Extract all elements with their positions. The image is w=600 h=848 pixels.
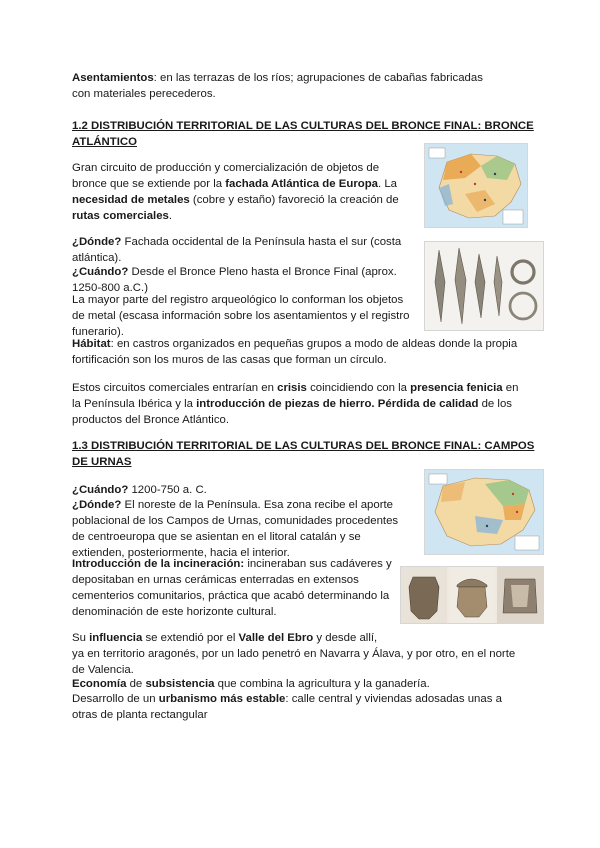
map-illustration bbox=[425, 144, 527, 227]
bronze-objects-illustration bbox=[425, 242, 543, 330]
atlantico-registro: La mayor parte del registro arqueológico lo conforman los objetos de metal (escasa información sobre los asentamientos y el registro funerario). bbox=[72, 294, 410, 338]
bronze-objects-image bbox=[424, 241, 544, 331]
atlantic-bronze-map-image bbox=[424, 143, 528, 228]
urnas-urbanismo: Desarrollo de un urbanismo más estable: calle central y viviendas adosadas unas a otras de planta rectangular bbox=[72, 693, 502, 721]
urn-photos-illustration bbox=[401, 567, 543, 623]
heading-line-1: 1.2 DISTRIBUCIÓN TERRITORIAL DE LAS CULTURAS DEL BRONCE FINAL: BRONCE bbox=[72, 120, 534, 132]
urnas-influencia-cont: ya en territorio aragonés, por un lado penetró en Navarra y Álava, y por otro, en el norte de Valencia. bbox=[72, 648, 516, 676]
atlantico-cuando: ¿Cuándo? Desde el Bronce Pleno hasta el Bronce Final (aprox. 1250-800 a.C.) bbox=[72, 266, 397, 294]
section-heading-urnas bbox=[72, 438, 534, 470]
atlantico-donde: ¿Dónde? Fachada occidental de la Península hasta el sur (costa atlántica). bbox=[72, 236, 402, 264]
urnas-influencia: Su influencia se extendió por el Valle del Ebro y desde allí, bbox=[72, 632, 378, 644]
heading-line-2: ATLÁNTICO bbox=[72, 136, 137, 148]
urnas-cuando: ¿Cuándo? 1200-750 a. C. bbox=[72, 484, 207, 496]
intro-term: Asentamientos bbox=[72, 72, 154, 84]
urn-photos-image bbox=[400, 566, 544, 624]
intro-paragraph bbox=[72, 70, 502, 102]
atlantico-intro-paragraph: Gran circuito de producción y comercialización de objetos de bronce que se extiende por la fachada Atlántica de Europa. La necesidad de metales (cobre y estaño) favoreció la creación de rutas comerciales. bbox=[72, 162, 399, 222]
heading-line-2: DE URNAS bbox=[72, 456, 132, 468]
atlantico-crisis-paragraph: Estos circuitos comerciales entrarían en crisis coincidiendo con la presencia fenicia en la Península Ibérica y la introducción de piezas de hierro. Pérdida de calidad de los productos del Bronce Atlántico. bbox=[72, 382, 519, 426]
urnfield-map-image bbox=[424, 469, 544, 555]
urnas-incineracion: Introducción de la incineración: incineraban sus cadáveres y depositaban en urnas cerámicas enterradas en extensos cementerios comunitarios, práctica que acabó determinando la denominación de este horizonte cultural. bbox=[72, 558, 392, 618]
atlantico-habitat: Hábitat: en castros organizados en pequeñas grupos a modo de aldeas donde la propia fortificación son los muros de las casas que forman un círculo. bbox=[72, 338, 518, 366]
urnas-economia: Economía de subsistencia que combina la agricultura y la ganadería. bbox=[72, 678, 430, 690]
urnas-donde: ¿Dónde? El noreste de la Península. Esa zona recibe el aporte poblacional de los Campos de Urnas, comunidades procedentes de centroeuropa que se asientan en el litoral catalán y se extienden, posteriormente, hacia el interior. bbox=[72, 499, 399, 559]
map-illustration bbox=[425, 470, 543, 554]
heading-line-1: 1.3 DISTRIBUCIÓN TERRITORIAL DE LAS CULTURAS DEL BRONCE FINAL: CAMPOS bbox=[72, 440, 535, 452]
intro-text: : en las terrazas de los ríos; agrupaciones de cabañas fabricadas con materiales perecederos. bbox=[72, 72, 483, 100]
